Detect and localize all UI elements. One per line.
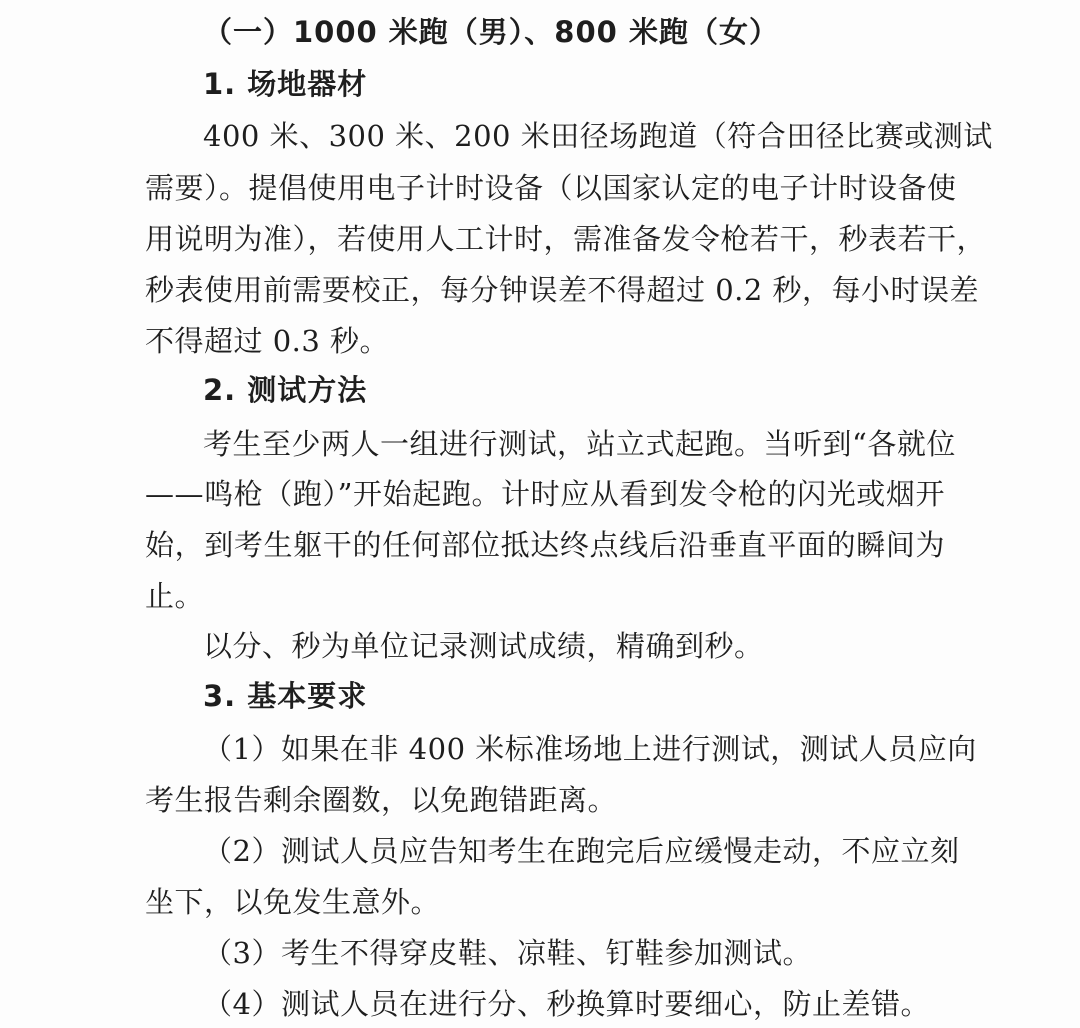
paragraph-line: 坐下，以免发生意外。: [145, 885, 441, 919]
paragraph-line: 始，到考生躯干的任何部位抵达终点线后沿垂直平面的瞬间为: [145, 528, 945, 562]
heading-equipment: 1. 场地器材: [203, 67, 368, 101]
paragraph-line: （1）如果在非 400 米标准场地上进行测试，测试人员应向: [203, 732, 977, 766]
section-title: （一）1000 米跑（男）、800 米跑（女）: [203, 15, 779, 49]
heading-method: 2. 测试方法: [203, 373, 368, 407]
heading-requirements: 3. 基本要求: [203, 679, 368, 713]
paragraph-line: 不得超过 0.3 秒。: [145, 324, 390, 358]
paragraph-line: 止。: [145, 579, 205, 613]
paragraph-line: （4）测试人员在进行分、秒换算时要细心，防止差错。: [203, 987, 930, 1021]
paragraph-line: ——鸣枪（跑）”开始起跑。计时应从看到发令枪的闪光或烟开: [145, 477, 945, 511]
paragraph-line: 需要）。提倡使用电子计时设备（以国家认定的电子计时设备使: [145, 171, 957, 205]
paragraph-line: 考生至少两人一组进行测试，站立式起跑。当听到“各就位: [203, 427, 956, 461]
paragraph-line: 以分、秒为单位记录测试成绩，精确到秒。: [203, 629, 764, 663]
paragraph-line: 400 米、300 米、200 米田径场跑道（符合田径比赛或测试: [203, 119, 993, 153]
paragraph-line: 考生报告剩余圈数，以免跑错距离。: [145, 783, 618, 817]
paragraph-line: 用说明为准），若使用人工计时，需准备发令枪若干，秒表若干，: [145, 222, 987, 256]
paragraph-line: （2）测试人员应告知考生在跑完后应缓慢走动，不应立刻: [203, 834, 960, 868]
paragraph-line: 秒表使用前需要校正，每分钟误差不得超过 0.2 秒，每小时误差: [145, 273, 980, 307]
paragraph-line: （3）考生不得穿皮鞋、凉鞋、钉鞋参加测试。: [203, 936, 812, 970]
